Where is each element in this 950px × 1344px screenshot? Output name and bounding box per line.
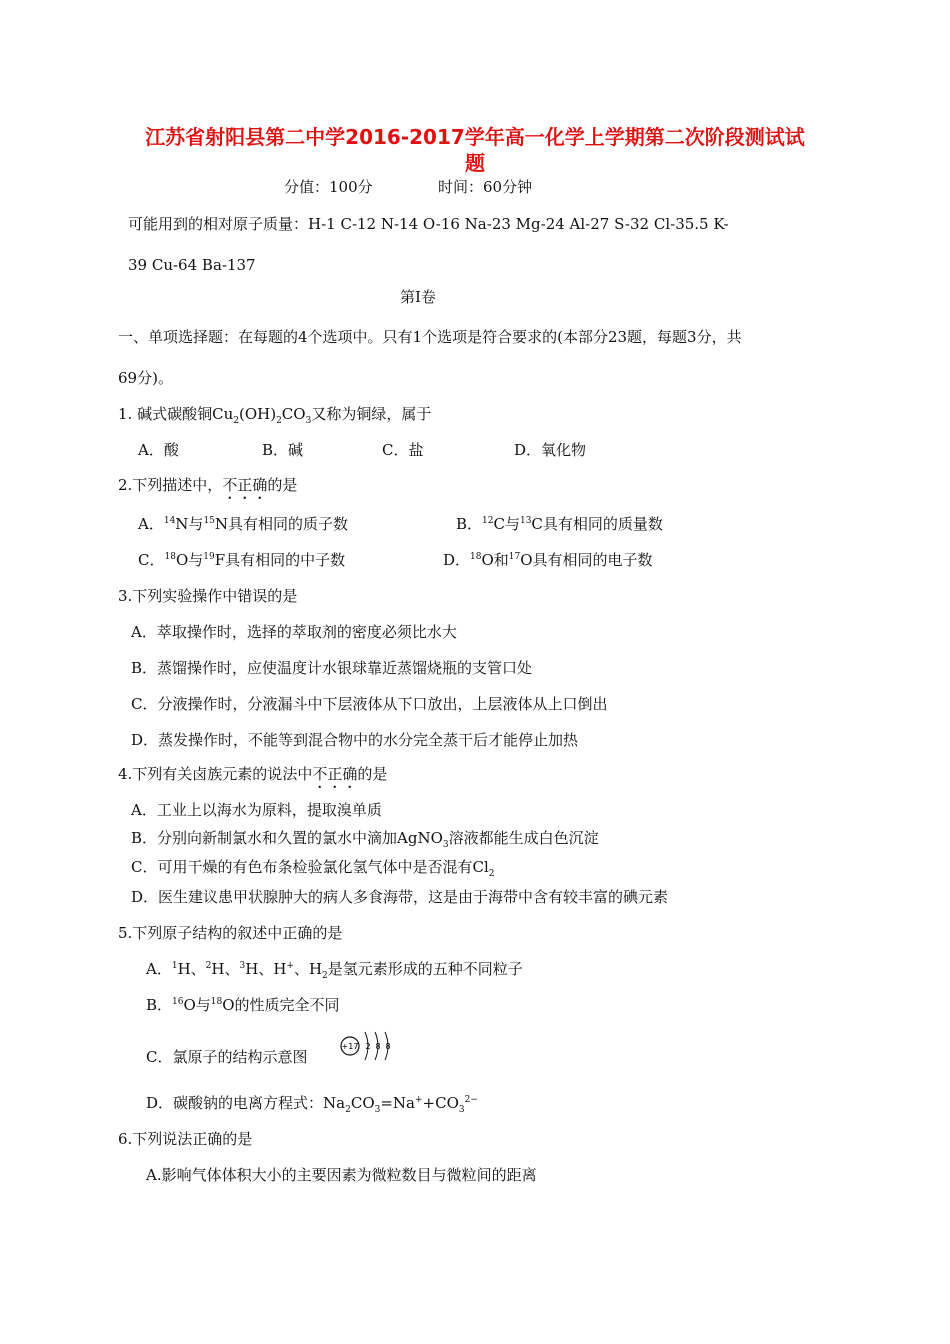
subscript: 2 [345,1105,351,1115]
option-b: B．蒸馏操作时，应使温度计水银球靠近蒸馏烧瓶的支管口处 [131,659,533,677]
section-instructions: 一、单项选择题：在每题的4个选项中。只有1个选项是符合要求的(本部分23题，每题3分，共 [118,328,742,346]
subscript: 2 [322,971,328,981]
question-1-stem [118,404,431,424]
option-text: O与 [175,551,204,569]
nucleus-charge: +17 [341,1042,359,1051]
option-text: N具有相同的质子数 [214,515,349,533]
option-c [131,857,495,877]
subscript: 2 [488,869,495,879]
mass-number: 14 [163,516,176,526]
option-label: D． [443,551,471,569]
mass-number: 18 [470,552,482,562]
option-label: B． [146,996,173,1014]
volume-heading: 第Ⅰ卷 [400,288,436,306]
atomic-masses: 可能用到的相对原子质量：H-1 C-12 N-14 O-16 Na-23 Mg-24 Al-27 S-32 Cl-35.5 K- [128,215,729,233]
mass-number: 16 [172,997,184,1007]
option-text: O的性质完全不同 [222,996,340,1014]
question-text: 的是 [267,476,298,494]
option-b [146,995,340,1015]
option-text: CO [350,1094,375,1112]
option-c: C．氯原子的结构示意图 [146,1048,308,1066]
atomic-masses-continued: 39 Cu-64 Ba-137 [128,256,256,274]
question-text: 2.下列描述中， [118,476,223,494]
mass-number: 2 [205,961,212,971]
mass-number: 13 [519,516,532,526]
option-text: O具有相同的电子数 [520,551,653,569]
chlorine-atom-structure-diagram [338,1027,398,1067]
question-text: 4.下列有关卤族元素的说法中 [118,765,313,783]
option-a: A．工业上以海水为原料，提取溴单质 [131,801,382,819]
question-text: 碱式碳酸铜Cu [137,405,234,423]
question-4-stem [118,764,387,792]
option-label: C． [138,551,165,569]
option-a: A．酸 [138,441,179,459]
option-text: 溶液都能生成白色沉淀 [448,829,599,847]
question-number: 1. [118,405,133,423]
option-text: F具有相同的中子数 [214,551,346,569]
option-d: D．医生建议患甲状腺肿大的病人多食海带，这是由于海带中含有较丰富的碘元素 [131,888,669,906]
charge: + [286,961,294,971]
option-label: A． [138,515,164,533]
option-text: H、 [177,960,206,978]
shell-electron-count: 2 [365,1042,371,1051]
question-6-stem: 6.下列说法正确的是 [118,1130,253,1148]
option-text: H、H [245,960,287,978]
shell-electron-count: 8 [375,1042,381,1051]
question-text: 的是 [357,765,388,783]
option-a: A．萃取操作时，选择的萃取剂的密度必须比水大 [131,623,457,641]
option-text: =Na [380,1094,415,1112]
option-d [443,550,653,570]
option-b [131,828,599,848]
emphasized-text: 不正确 [222,476,268,494]
option-c [138,550,345,570]
mass-number: 18 [164,552,176,562]
option-text: H、 [211,960,240,978]
subscript: 3 [442,840,449,850]
option-b [456,514,663,534]
score-label: 分值：100分 [284,178,373,196]
option-text: N与 [175,515,204,533]
question-3-stem: 3.下列实验操作中错误的是 [118,587,298,605]
option-text: D．碳酸钠的电离方程式：Na [146,1094,346,1112]
option-d: D．氧化物 [514,441,587,459]
option-c: C．分液操作时，分液漏斗中下层液体从下口放出，上层液体从上口倒出 [131,695,608,713]
page-title: 江苏省射阳县第二中学2016-2017学年高一化学上学期第二次阶段测试试 [145,125,805,149]
charge: 2− [464,1095,478,1105]
question-text: (OH) [238,405,277,423]
option-a [146,959,523,979]
option-d: D．蒸发操作时，不能等到混合物中的水分完全蒸干后才能停止加热 [131,731,579,749]
option-label: A． [146,960,172,978]
option-text: O和 [481,551,509,569]
mass-number: 12 [482,516,494,526]
subscript: 2 [276,416,282,426]
emphasized-text: 不正确 [312,765,358,783]
option-d [146,1093,478,1113]
option-text: +CO [422,1094,459,1112]
option-text: C与 [493,515,520,533]
option-text: C具有相同的质量数 [531,515,663,533]
section-instructions-continued: 69分)。 [118,369,173,387]
option-text: B．分别向新制氯水和久置的氯水中滴加AgNO [131,829,443,847]
option-text: C．可用干燥的有色布条检验氯化氢气体中是否混有Cl [131,858,489,876]
option-a [138,514,348,534]
subscript: 3 [305,416,312,426]
option-text: O与 [183,996,211,1014]
subscript: 3 [458,1105,465,1115]
question-text: CO [281,405,306,423]
option-label: B． [456,515,483,533]
subscript: 2 [233,416,239,426]
mass-number: 18 [210,997,223,1007]
question-text: 又称为铜绿，属于 [311,405,432,423]
mass-number: 1 [171,961,178,971]
option-text: 、H [293,960,323,978]
shell-electron-count: 8 [385,1042,391,1051]
subscript: 3 [374,1105,381,1115]
question-2-stem [118,475,297,503]
mass-number: 3 [239,961,246,971]
question-5-stem: 5.下列原子结构的叙述中正确的是 [118,924,343,942]
time-label: 时间：60分钟 [438,178,533,196]
option-c: C．盐 [382,441,424,459]
mass-number: 15 [203,516,215,526]
option-a: A.影响气体体积大小的主要因素为微粒数目与微粒间的距离 [146,1166,537,1184]
mass-number: 19 [203,552,215,562]
charge: + [415,1095,423,1105]
page-title-continued: 题 [465,151,485,175]
option-text: 是氢元素形成的五种不同粒子 [327,960,523,978]
mass-number: 17 [508,552,521,562]
option-b: B．碱 [262,441,304,459]
